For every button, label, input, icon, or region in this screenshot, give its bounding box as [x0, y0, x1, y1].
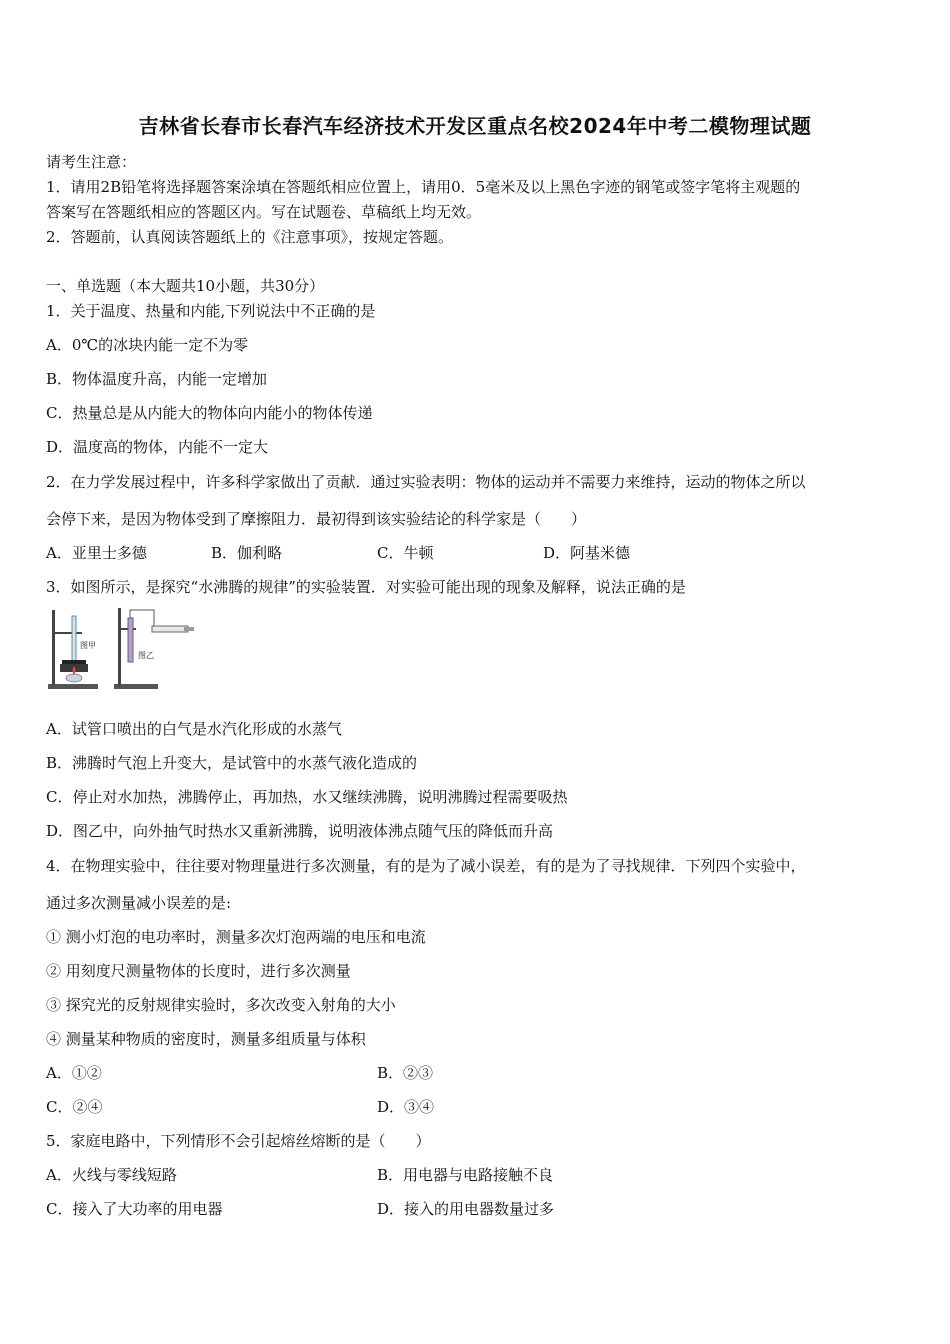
- q1-option-d: D．温度高的物体，内能不一定大: [46, 438, 269, 456]
- wire-gauze-a: [62, 660, 86, 664]
- q4-statement-2: ② 用刻度尺测量物体的长度时，进行多次测量: [46, 962, 351, 980]
- q2-stem-line-1: 2．在力学发展过程中，许多科学家做出了贡献．通过实验表明：物体的运动并不需要力来维持，运动的物体之所以: [46, 473, 806, 491]
- q1-option-c: C．热量总是从内能大的物体向内能小的物体传递: [46, 404, 373, 422]
- q4-option-a: A．①②: [46, 1064, 102, 1082]
- q2-option-d: D．阿基米德: [543, 544, 631, 562]
- q4-option-c: C．②④: [46, 1098, 103, 1116]
- q2-option-b: B．伽利略: [211, 544, 283, 562]
- q3-option-c: C．停止对水加热，沸腾停止，再加热，水又继续沸腾，说明沸腾过程需要吸热: [46, 788, 568, 806]
- q4-statement-4: ④ 测量某种物质的密度时，测量多组质量与体积: [46, 1030, 366, 1048]
- boiling-apparatus-figure: [44, 604, 196, 696]
- syringe-plunger-b: [184, 627, 194, 631]
- q4-stem-line-2: 通过多次测量减小误差的是:: [46, 894, 232, 912]
- hose-b: [130, 610, 154, 628]
- q1-option-a: A．0℃的冰块内能一定不为零: [46, 336, 249, 354]
- q5-option-c: C．接入了大功率的用电器: [46, 1200, 223, 1218]
- q4-statement-3: ③ 探究光的反射规律实验时，多次改变入射角的大小: [46, 996, 396, 1014]
- alcohol-lamp-a: [66, 674, 82, 682]
- test-tube-b: [128, 618, 133, 662]
- q5-stem: 5．家庭电路中，下列情形不会引起熔丝熔断的是（ ）: [46, 1132, 431, 1150]
- q4-option-b: B．②③: [377, 1064, 434, 1082]
- notice-item-1-line-1: 1．请用2B铅笔将选择题答案涂填在答题纸相应位置上，请用0．5毫米及以上黑色字迹的钢笔或签字笔将主观题的: [46, 178, 801, 196]
- q2-option-c: C．牛顿: [377, 544, 434, 562]
- q1-option-b: B．物体温度升高，内能一定增加: [46, 370, 268, 388]
- test-tube-a: [72, 616, 76, 666]
- q4-stem-line-1: 4．在物理实验中，往往要对物理量进行多次测量，有的是为了减小误差，有的是为了寻找规律．下列四个实验中，: [46, 857, 806, 875]
- q1-stem: 1．关于温度、热量和内能,下列说法中不正确的是: [46, 302, 376, 320]
- q2-stem-line-2: 会停下来，是因为物体受到了摩擦阻力．最初得到该实验结论的科学家是（ ）: [46, 510, 587, 528]
- stand-base-a: [48, 684, 98, 689]
- figure-b-label: 图乙: [138, 651, 154, 660]
- q5-option-d: D．接入的用电器数量过多: [377, 1200, 555, 1218]
- figure-a-label: 图甲: [80, 641, 96, 650]
- clamp-arm-a: [52, 632, 82, 634]
- notice-heading: 请考生注意：: [46, 153, 137, 171]
- q5-option-a: A．火线与零线短路: [46, 1166, 177, 1184]
- q3-option-a: A．试管口喷出的白气是水汽化形成的水蒸气: [46, 720, 342, 738]
- q3-stem: 3．如图所示，是探究“水沸腾的规律”的实验装置．对实验可能出现的现象及解释，说法正确的是: [46, 578, 686, 596]
- q3-option-b: B．沸腾时气泡上升变大，是试管中的水蒸气液化造成的: [46, 754, 418, 772]
- notice-item-1-line-2: 答案写在答题纸相应的答题区内。写在试题卷、草稿纸上均无效。: [46, 203, 482, 221]
- q2-option-a: A．亚里士多德: [46, 544, 147, 562]
- q5-option-b: B．用电器与电路接触不良: [377, 1166, 554, 1184]
- stand-rod-a: [52, 610, 55, 686]
- page-title: 吉林省长春市长春汽车经济技术开发区重点名校2024年中考二模物理试题: [138, 114, 812, 138]
- section-heading: 一、单选题（本大题共10小题，共30分）: [46, 277, 325, 295]
- notice-item-2: 2．答题前，认真阅读答题纸上的《注意事项》，按规定答题。: [46, 228, 454, 246]
- q3-option-d: D．图乙中，向外抽气时热水又重新沸腾，说明液体沸点随气压的降低而升高: [46, 822, 554, 840]
- q4-option-d: D．③④: [377, 1098, 435, 1116]
- stand-rod-b: [118, 608, 121, 686]
- q4-statement-1: ① 测小灯泡的电功率时，测量多次灯泡两端的电压和电流: [46, 928, 426, 946]
- syringe-b: [152, 626, 188, 632]
